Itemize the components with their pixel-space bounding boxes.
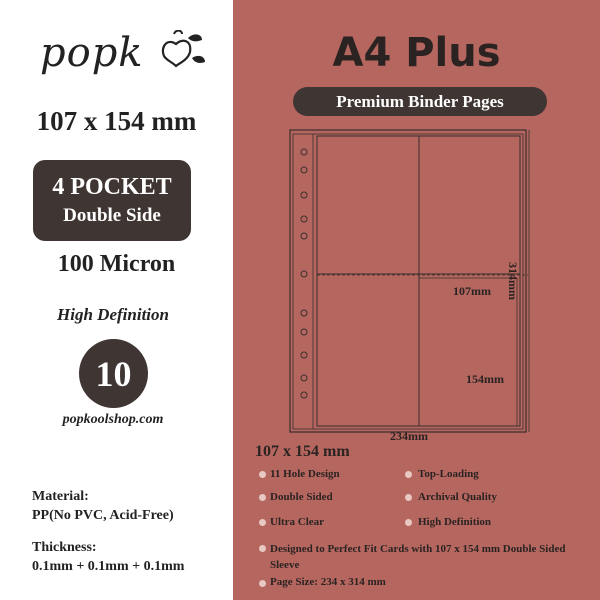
info-panel	[0, 0, 233, 600]
bullet-icon	[259, 580, 266, 587]
feature-item: Ultra Clear	[270, 516, 325, 528]
punch-hole	[301, 375, 307, 381]
binder-page-diagram	[233, 120, 600, 450]
punch-hole	[301, 352, 307, 358]
pocket-width-label: 107mm	[453, 284, 491, 298]
thickness-label: Thickness:	[32, 540, 97, 555]
card-size-title: 107 x 154 mm	[36, 106, 197, 136]
quantity-badge: 10	[79, 339, 148, 408]
feature-item: Double Sided	[270, 491, 333, 503]
website-link[interactable]: popkoolshop.com	[62, 412, 164, 427]
feature-fit-description: Designed to Perfect Fit Cards with 107 x 154 mm Double Sided Sleeve	[270, 543, 566, 571]
product-title: A4 Plus	[332, 30, 501, 76]
definition-label: High Definition	[57, 305, 169, 324]
brand-logo	[40, 30, 200, 80]
bullet-icon	[405, 519, 412, 526]
bullet-icon	[405, 471, 412, 478]
feature-item: 11 Hole Design	[270, 468, 340, 480]
punch-hole	[301, 392, 307, 398]
punch-hole	[301, 149, 307, 155]
punch-hole	[301, 216, 307, 222]
micron-label: 100 Micron	[57, 251, 176, 277]
bullet-icon	[259, 519, 266, 526]
feature-item: Archival Quality	[418, 491, 497, 503]
punch-hole	[301, 233, 307, 239]
bullet-icon	[405, 494, 412, 501]
pocket-badge	[33, 160, 191, 241]
bullet-icon	[259, 545, 266, 552]
punch-hole	[301, 192, 307, 198]
pocket-side-label: Double Side	[63, 205, 161, 226]
sheet-height-label: 314mm	[506, 262, 520, 300]
pocket-count-label: 4 POCKET	[52, 174, 172, 200]
card-size-heading: 107 x 154 mm	[255, 443, 350, 460]
punch-hole	[301, 310, 307, 316]
pocket-height-label: 154mm	[466, 372, 504, 386]
feature-page-size: Page Size: 234 x 314 mm	[270, 576, 386, 588]
bullet-icon	[259, 494, 266, 501]
feature-item: High Definition	[418, 516, 492, 528]
punch-holes	[301, 149, 307, 398]
heart-leaf-icon	[158, 30, 208, 70]
sheet-width-label: 234mm	[390, 429, 428, 443]
punch-hole	[301, 329, 307, 335]
thickness-value: 0.1mm + 0.1mm + 0.1mm	[32, 559, 185, 574]
bullet-icon	[259, 471, 266, 478]
punch-hole	[301, 271, 307, 277]
product-subtitle: Premium Binder Pages	[293, 87, 547, 116]
material-value: PP(No PVC, Acid-Free)	[32, 508, 174, 523]
punch-hole	[301, 167, 307, 173]
material-label: Material:	[32, 489, 89, 504]
logo-text: popk	[40, 30, 144, 76]
feature-item: Top-Loading	[418, 468, 479, 480]
